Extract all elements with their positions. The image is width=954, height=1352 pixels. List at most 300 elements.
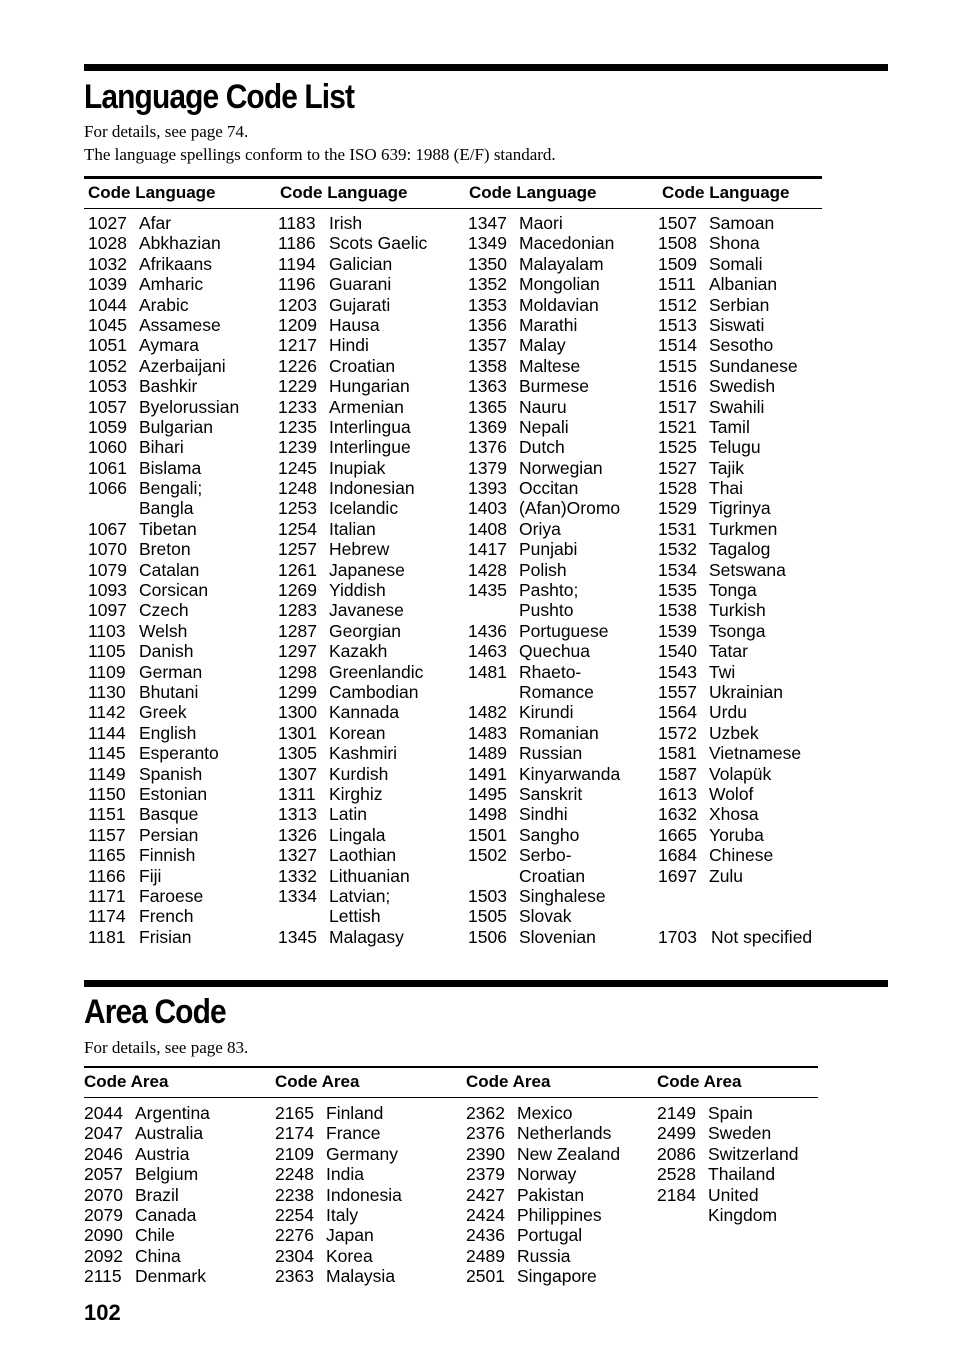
language-code: 1186	[278, 233, 316, 254]
language-code: 1165	[88, 845, 126, 866]
language-name: Interlingue	[329, 437, 411, 458]
language-code: 1515	[658, 355, 697, 376]
language-code: 1481	[468, 661, 507, 682]
language-name: French	[139, 906, 194, 927]
area-col-header: Code Area	[657, 1072, 742, 1091]
language-code: 1151	[88, 804, 126, 825]
language-code: 1508	[658, 233, 697, 254]
language-code: 1557	[658, 681, 697, 702]
language-code: 1144	[88, 722, 126, 743]
language-name: Singhalese	[519, 885, 606, 906]
language-name: Volapük	[709, 763, 772, 784]
language-name: Shona	[709, 233, 760, 254]
language-code: 1365	[468, 396, 507, 417]
language-name: Malay	[519, 335, 566, 356]
language-code: 1059	[88, 416, 127, 437]
language-name: Kirghiz	[329, 783, 383, 804]
language-name: Arabic	[139, 294, 189, 315]
language-name: Kirundi	[519, 702, 574, 723]
language-code: 1408	[468, 518, 507, 539]
area-code: 2090	[84, 1225, 123, 1246]
language-name: Slovenian	[519, 926, 596, 947]
language-name: Norwegian	[519, 457, 603, 478]
language-name: Javanese	[329, 600, 404, 621]
language-code: 1513	[658, 314, 697, 335]
language-name: Swahili	[709, 396, 765, 417]
language-code: 1229	[278, 376, 317, 397]
language-name: Icelandic	[329, 498, 399, 519]
area-col-header: Code Area	[84, 1072, 169, 1091]
language-table-top-rule	[84, 176, 822, 179]
language-name: Spanish	[139, 763, 203, 784]
language-code: 1516	[658, 376, 697, 397]
language-code: 1587	[658, 763, 697, 784]
language-code: 1514	[658, 335, 697, 356]
language-name: Serbo-	[519, 845, 572, 866]
language-name: Pushto	[519, 600, 574, 621]
area-name: Chile	[135, 1225, 175, 1246]
language-name: Byelorussian	[139, 396, 240, 417]
language-name: Tagalog	[709, 539, 771, 560]
area-name: Austria	[135, 1143, 190, 1164]
area-name: Australia	[135, 1123, 204, 1144]
area-name: Singapore	[517, 1266, 597, 1287]
language-name: Frisian	[139, 926, 192, 947]
language-name: Russian	[519, 743, 583, 764]
language-code: 1109	[88, 661, 126, 682]
language-code: 1257	[278, 539, 317, 560]
language-name: Nepali	[519, 416, 569, 437]
language-code: 1254	[278, 518, 317, 539]
language-code: 1105	[88, 641, 126, 662]
language-name: German	[139, 661, 203, 682]
language-code: 1145	[88, 743, 126, 764]
language-code: 1239	[278, 437, 317, 458]
language-code: 1369	[468, 416, 507, 437]
language-name: Hebrew	[329, 539, 390, 560]
language-name: Danish	[139, 641, 194, 662]
language-name: Scots Gaelic	[329, 233, 428, 254]
area-code: 2248	[275, 1164, 314, 1185]
language-name: Welsh	[139, 620, 188, 641]
area-name: Canada	[135, 1204, 197, 1225]
language-code: 1350	[468, 253, 507, 274]
language-code: 1540	[658, 641, 697, 662]
language-code: 1502	[468, 845, 507, 866]
language-code: 1572	[658, 722, 697, 743]
language-code: 1436	[468, 620, 507, 641]
area-code: 2436	[466, 1225, 505, 1246]
language-name: Bangla	[139, 498, 194, 519]
language-name: Kinyarwanda	[519, 763, 621, 784]
language-code: 1463	[468, 641, 507, 662]
language-code: 1665	[658, 824, 697, 845]
language-name: Portuguese	[519, 620, 609, 641]
language-name: Macedonian	[519, 233, 615, 254]
language-name: Urdu	[709, 702, 747, 723]
language-name: Sanskrit	[519, 783, 583, 804]
language-code: 1157	[88, 824, 126, 845]
language-name: Quechua	[519, 641, 591, 662]
language-name: Punjabi	[519, 539, 578, 560]
language-name: Esperanto	[139, 743, 219, 764]
language-name: Turkmen	[709, 518, 778, 539]
language-name: Pashto;	[519, 580, 579, 601]
language-name: Burmese	[519, 376, 590, 397]
language-code: 1527	[658, 457, 697, 478]
language-name: Hausa	[329, 314, 380, 335]
language-code: 1299	[278, 681, 317, 702]
language-name: Finnish	[139, 845, 196, 866]
area-code: 2499	[657, 1123, 696, 1144]
language-code: 1150	[88, 783, 126, 804]
area-name: Italy	[326, 1204, 359, 1225]
area-code: 2057	[84, 1164, 123, 1185]
area-code: 2109	[275, 1143, 314, 1164]
area-code: 2390	[466, 1143, 505, 1164]
language-code: 1353	[468, 294, 507, 315]
area-code: 2276	[275, 1225, 314, 1246]
language-name: Not specified	[711, 926, 813, 947]
language-name: (Afan)Oromo	[519, 498, 621, 519]
area-name: Norway	[517, 1164, 577, 1185]
language-code: 1052	[88, 355, 127, 376]
language-code: 1539	[658, 620, 697, 641]
language-code: 1581	[658, 743, 697, 764]
language-name: Lithuanian	[329, 865, 410, 886]
language-code: 1334	[278, 885, 317, 906]
language-name: Somali	[709, 253, 763, 274]
language-code: 1130	[88, 681, 126, 702]
area-name: Germany	[326, 1143, 398, 1164]
language-name: Cambodian	[329, 681, 419, 702]
language-code: 1564	[658, 702, 697, 723]
language-code: 1307	[278, 763, 317, 784]
language-name: Galician	[329, 253, 393, 274]
language-code: 1248	[278, 478, 317, 499]
language-name: Telugu	[709, 437, 761, 458]
language-name: Kazakh	[329, 641, 388, 662]
language-name: Greenlandic	[329, 661, 424, 682]
language-code: 1217	[278, 335, 317, 356]
area-name: United	[708, 1184, 759, 1205]
language-code: 1174	[88, 906, 126, 927]
language-code: 1194	[278, 253, 316, 274]
page-number: 102	[84, 1300, 121, 1325]
language-code: 1166	[88, 865, 126, 886]
language-code: 1209	[278, 314, 317, 335]
language-name: Interlingua	[329, 416, 411, 437]
language-code: 1196	[278, 274, 316, 295]
language-name: Oriya	[519, 518, 561, 539]
language-note-standard: The language spellings conform to the ISO 639: 1988 (E/F) standard.	[84, 145, 556, 164]
language-section-title: Language Code List	[84, 78, 355, 116]
language-code: 1298	[278, 661, 317, 682]
language-name: Italian	[329, 518, 376, 539]
language-name: Inupiak	[329, 457, 386, 478]
language-code: 1253	[278, 498, 317, 519]
language-code: 1066	[88, 478, 127, 499]
language-name: Siswati	[709, 314, 765, 335]
language-name: Marathi	[519, 314, 578, 335]
language-name: Thai	[709, 478, 744, 499]
language-code: 1203	[278, 294, 317, 315]
area-code: 2424	[466, 1204, 505, 1225]
language-name: Rhaeto-	[519, 661, 582, 682]
language-name: Irish	[329, 213, 363, 233]
language-code: 1535	[658, 580, 697, 601]
area-name: Denmark	[135, 1266, 206, 1287]
language-code: 1045	[88, 314, 127, 335]
language-code: 1297	[278, 641, 317, 662]
area-code: 2376	[466, 1123, 505, 1144]
language-name: Latin	[329, 804, 367, 825]
language-name: Sindhi	[519, 804, 568, 825]
area-name: China	[135, 1245, 181, 1266]
language-name: Malagasy	[329, 926, 404, 947]
area-name: Russia	[517, 1245, 571, 1266]
language-code: 1053	[88, 376, 127, 397]
area-code: 2047	[84, 1123, 123, 1144]
area-note-details: For details, see page 83.	[84, 1038, 249, 1057]
language-name: Tonga	[709, 580, 757, 601]
language-name: Laothian	[329, 845, 397, 866]
language-code: 1363	[468, 376, 507, 397]
language-code: 1697	[658, 865, 697, 886]
language-code: 1357	[468, 335, 507, 356]
language-name: Romanian	[519, 722, 599, 743]
area-code: 2115	[84, 1266, 122, 1287]
language-name: Lettish	[329, 906, 381, 927]
language-code: 1483	[468, 722, 507, 743]
area-code: 2184	[657, 1184, 696, 1205]
area-name: Netherlands	[517, 1123, 612, 1144]
language-code: 1376	[468, 437, 507, 458]
language-col-header: Code Language	[469, 183, 597, 202]
language-name: Gujarati	[329, 294, 391, 315]
language-code: 1393	[468, 478, 507, 499]
language-col-header: Code Language	[88, 183, 216, 202]
language-code: 1511	[658, 274, 696, 295]
language-name: Indonesian	[329, 478, 415, 499]
language-table-header-rule	[84, 208, 822, 209]
area-code: 2254	[275, 1204, 314, 1225]
language-name: Czech	[139, 600, 189, 621]
language-code: 1057	[88, 396, 127, 417]
area-code: 2238	[275, 1184, 314, 1205]
language-name: Tigrinya	[709, 498, 771, 519]
language-name: Mongolian	[519, 274, 600, 295]
language-name: Polish	[519, 559, 567, 580]
language-code: 1287	[278, 620, 317, 641]
area-name: Switzerland	[708, 1143, 799, 1164]
language-code: 1356	[468, 314, 507, 335]
language-name: Armenian	[329, 396, 404, 417]
language-name: Vietnamese	[709, 743, 802, 764]
language-code: 1349	[468, 233, 507, 254]
language-name: Guarani	[329, 274, 392, 295]
language-name: Estonian	[139, 783, 208, 804]
language-code: 1027	[88, 213, 127, 233]
language-name: Maori	[519, 213, 563, 233]
language-code: 1028	[88, 233, 127, 254]
area-name: India	[326, 1164, 364, 1185]
language-name: Twi	[709, 661, 736, 682]
language-code: 1506	[468, 926, 507, 947]
language-code: 1097	[88, 600, 127, 621]
area-code: 2489	[466, 1245, 505, 1266]
language-name: Aymara	[139, 335, 199, 356]
area-code: 2046	[84, 1143, 123, 1164]
language-code: 1032	[88, 253, 127, 274]
area-name: New Zealand	[517, 1143, 621, 1164]
area-code: 2427	[466, 1184, 505, 1205]
language-code: 1538	[658, 600, 697, 621]
language-code: 1525	[658, 437, 697, 458]
language-code: 1501	[468, 824, 507, 845]
language-name: Yiddish	[329, 580, 386, 601]
language-name: Sundanese	[709, 355, 798, 376]
language-code: 1428	[468, 559, 507, 580]
language-col-header: Code Language	[662, 183, 790, 202]
language-name: Slovak	[519, 906, 572, 927]
language-name: Bengali;	[139, 478, 203, 499]
area-code: 2174	[275, 1123, 314, 1144]
language-name: Hindi	[329, 335, 369, 356]
language-code: 1532	[658, 539, 697, 560]
area-name: Philippines	[517, 1204, 602, 1225]
language-name: Latvian;	[329, 885, 391, 906]
area-code: 2304	[275, 1245, 314, 1266]
language-name: Japanese	[329, 559, 405, 580]
language-code: 1491	[468, 763, 507, 784]
language-name: Swedish	[709, 376, 776, 397]
language-code: 1482	[468, 702, 507, 723]
language-code: 1103	[88, 620, 126, 641]
language-code: 1305	[278, 743, 317, 764]
language-name: Lingala	[329, 824, 386, 845]
area-name: Japan	[326, 1225, 374, 1246]
area-code: 2165	[275, 1103, 314, 1123]
language-name: Nauru	[519, 396, 567, 417]
language-code: 1489	[468, 743, 507, 764]
area-code: 2528	[657, 1164, 696, 1185]
language-name: Assamese	[139, 314, 221, 335]
language-code: 1529	[658, 498, 697, 519]
language-name: Georgian	[329, 620, 401, 641]
area-col-header: Code Area	[466, 1072, 551, 1091]
area-name: France	[326, 1123, 381, 1144]
language-code: 1403	[468, 498, 507, 519]
area-name: Thailand	[708, 1164, 776, 1185]
area-code: 2379	[466, 1164, 505, 1185]
language-name: Romance	[519, 681, 594, 702]
language-code: 1495	[468, 783, 507, 804]
language-name: Kashmiri	[329, 743, 398, 764]
language-name: Tsonga	[709, 620, 766, 641]
language-name: Turkish	[709, 600, 766, 621]
language-name: Catalan	[139, 559, 200, 580]
language-code: 1352	[468, 274, 507, 295]
area-name: Kingdom	[708, 1204, 778, 1225]
language-name: Xhosa	[709, 804, 759, 825]
language-code: 1093	[88, 580, 127, 601]
language-code: 1512	[658, 294, 697, 315]
language-code: 1079	[88, 559, 127, 580]
language-name: Serbian	[709, 294, 770, 315]
area-code: 2363	[275, 1266, 314, 1287]
language-code: 1142	[88, 702, 126, 723]
area-name: Belgium	[135, 1164, 199, 1185]
language-code: 1528	[658, 478, 697, 499]
language-name: Bulgarian	[139, 416, 213, 437]
area-section-title: Area Code	[84, 993, 226, 1031]
language-code: 1503	[468, 885, 507, 906]
area-code: 2044	[84, 1103, 123, 1123]
language-code: 1235	[278, 416, 317, 437]
language-name: Amharic	[139, 274, 204, 295]
area-code: 2149	[657, 1103, 696, 1123]
language-code: 1509	[658, 253, 697, 274]
language-name: Ukrainian	[709, 681, 783, 702]
language-code: 1313	[278, 804, 317, 825]
language-code: 1632	[658, 804, 697, 825]
language-code: 1181	[88, 926, 126, 947]
area-col-header: Code Area	[275, 1072, 360, 1091]
language-code: 1505	[468, 906, 507, 927]
language-name: Croatian	[329, 355, 396, 376]
area-name: Indonesia	[326, 1184, 402, 1205]
area-code: 2070	[84, 1184, 123, 1205]
language-name: Croatian	[519, 865, 586, 886]
language-name: Samoan	[709, 213, 775, 233]
language-name: Dutch	[519, 437, 565, 458]
area-code: 2079	[84, 1204, 123, 1225]
language-code: 1417	[468, 539, 507, 560]
language-code: 1531	[658, 518, 697, 539]
language-code: 1051	[88, 335, 127, 356]
language-name: Tajik	[709, 457, 745, 478]
language-name: Occitan	[519, 478, 579, 499]
language-name: Setswana	[709, 559, 786, 580]
language-name: Basque	[139, 804, 199, 825]
language-name: Chinese	[709, 845, 774, 866]
language-code: 1301	[278, 722, 317, 743]
area-table-top-rule	[84, 1066, 818, 1068]
language-code: 1067	[88, 518, 127, 539]
language-col-header: Code Language	[280, 183, 408, 202]
language-name: Afar	[139, 213, 172, 233]
area-table-header-rule	[84, 1097, 818, 1098]
language-name: Moldavian	[519, 294, 599, 315]
language-code: 1149	[88, 763, 126, 784]
area-code: 2092	[84, 1245, 123, 1266]
language-name: Tibetan	[139, 518, 197, 539]
language-name: Faroese	[139, 885, 204, 906]
language-code: 1226	[278, 355, 317, 376]
language-name: Persian	[139, 824, 199, 845]
language-name: Hungarian	[329, 376, 410, 397]
area-name: Brazil	[135, 1184, 179, 1205]
language-code: 1327	[278, 845, 317, 866]
language-name: Fiji	[139, 865, 162, 886]
language-code: 1684	[658, 845, 697, 866]
language-code: 1507	[658, 213, 697, 233]
language-name: Malayalam	[519, 253, 604, 274]
language-name: Abkhazian	[139, 233, 221, 254]
language-name: Sangho	[519, 824, 580, 845]
language-code: 1300	[278, 702, 317, 723]
